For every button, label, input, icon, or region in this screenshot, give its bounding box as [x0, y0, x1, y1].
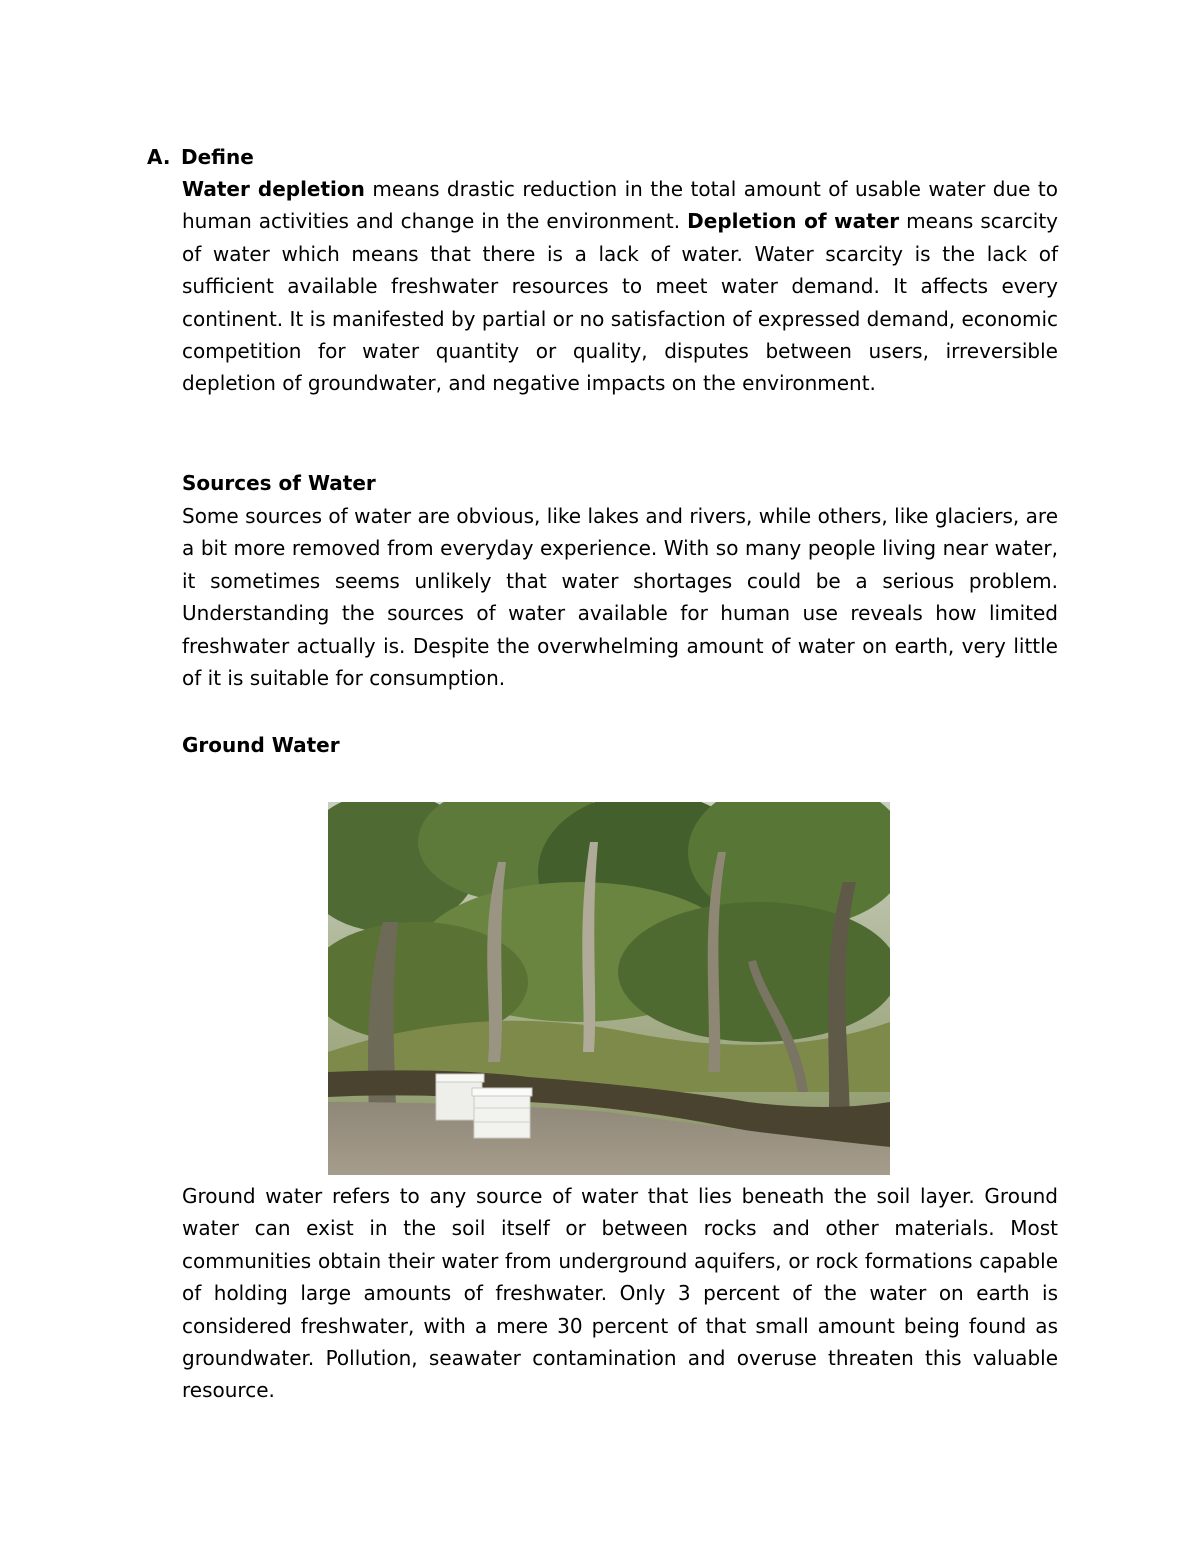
- ground-water-body: Ground water refers to any source of water that lies beneath the soil layer. Ground water can exist in the soil itself or between rocks and other materials. Most communities obtain their water from underground aquifers, or rock formations capable of holding large amounts of freshwater. Only 3 percent of the water on earth is considered freshwater, with a mere 30 percent of that small amount being found as groundwater. Pollution, seawater contamination and overuse threaten this valuable resource.: [182, 1184, 1058, 1403]
- ground-water-heading: Ground Water: [182, 733, 340, 757]
- definition-text-1: means drastic reduction in the total amount of usable water due to human activities and change in the environment.: [182, 177, 1059, 234]
- section-title: Define: [181, 145, 254, 169]
- forest-stream-photo: [328, 802, 890, 1175]
- sources-body: Some sources of water are obvious, like lakes and rivers, while others, like glaciers, are a bit more removed from everyday experience. With so many people living near water, it sometimes seems unlikely that water shortages could be a serious problem. Understanding the sources of water available for human use reveals how limited freshwater actually is. Despite the overwhelming amount of water on earth, very little of it is suitable for consumption.: [182, 504, 1058, 691]
- sources-heading: Sources of Water: [182, 471, 376, 495]
- section-marker: A.: [147, 145, 171, 169]
- section-heading: [147, 144, 254, 170]
- definition-text-2: means scarcity of water which means that there is a lack of water. Water scarcity is the lack of sufficient available freshwater resources to meet water demand. It affects every continent. It is manifested by partial or no satisfaction of expressed demand, economic competition for water quantity or quality, disputes between users, irreversible depletion of groundwater, and negative impacts on the environment.: [182, 209, 1059, 396]
- definition-paragraph: [182, 173, 1058, 400]
- term-depletion-of-water: Depletion of water: [687, 209, 900, 234]
- term-water-depletion: Water depletion: [182, 177, 365, 201]
- ground-water-paragraph: [182, 1180, 1058, 1407]
- sources-paragraph: [182, 500, 1058, 694]
